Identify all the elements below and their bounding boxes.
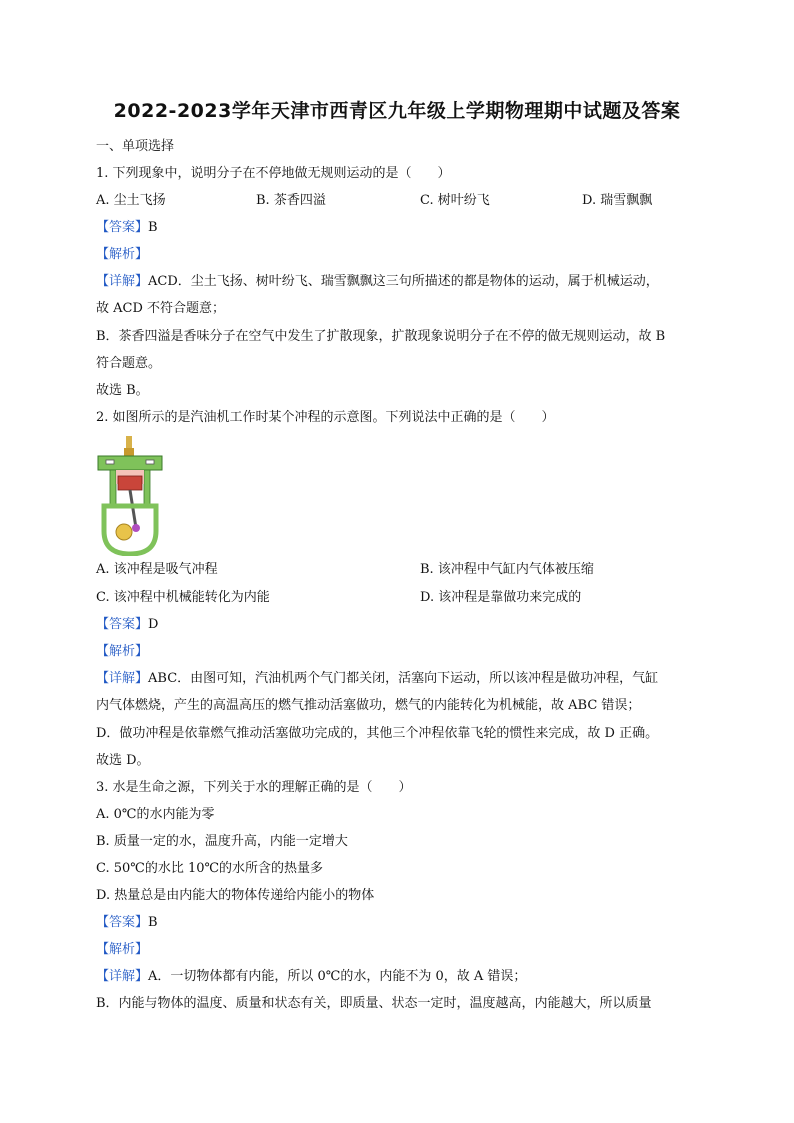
q1-conclusion: 故选 B。 [96,383,149,398]
q1-option-b: B. 茶香四溢 [256,193,326,208]
detail-text: ABC．由图可知，汽油机两个气门都关闭，活塞向下运动，所以该冲程是做功冲程，气缸 [148,671,659,686]
q2-analysis-tag: 【解析】 [96,644,149,659]
answer-value: D [148,617,159,632]
detail-text: A．一切物体都有内能，所以 0℃的水，内能不为 0，故 A 错误； [148,969,527,984]
spark-plug-icon [126,436,132,448]
detail-text: ACD．尘土飞扬、树叶纷飞、瑞雪飘飘这三句所描述的都是物体的运动，属于机械运动， [148,274,659,289]
q3-answer [96,914,158,932]
piston [118,476,142,490]
crank-pin [132,524,140,532]
q1-detail-4: 符合题意。 [96,356,162,371]
connecting-rod [130,490,136,528]
q1-option-d: D. 瑞雪飘飘 [582,193,653,208]
q1-stem: 1. 下列现象中，说明分子在不停地做无规则运动的是（ ） [96,166,451,181]
q2-detail-3: D．做功冲程是依靠燃气推动活塞做功完成的，其他三个冲程依靠飞轮的惯性来完成，故 D 正确。 [96,726,659,741]
q3-option-d: D. 热量总是由内能大的物体传递给内能小的物体 [96,888,375,903]
answer-tag: 【答案】 [96,617,149,632]
q2-option-d: D. 该冲程是靠做功来完成的 [420,590,582,605]
q2-option-c: C. 该冲程中机械能转化为内能 [96,590,270,605]
q3-option-c: C. 50℃的水比 10℃的水所含的热量多 [96,861,324,876]
q2-conclusion: 故选 D。 [96,753,150,768]
detail-tag: 【详解】 [96,274,149,289]
q1-option-a: A. 尘土飞扬 [96,193,166,208]
q1-analysis-tag: 【解析】 [96,247,149,262]
exhaust-valve [146,460,154,464]
q2-option-b: B. 该冲程中气缸内气体被压缩 [420,562,594,577]
q3-option-b: B. 质量一定的水，温度升高，内能一定增大 [96,834,348,849]
q3-analysis-tag: 【解析】 [96,942,149,957]
answer-value: B [148,915,158,930]
q3-detail-1 [96,968,526,986]
flywheel [116,524,132,540]
page-title: 2022-2023学年天津市西青区九年级上学期物理期中试题及答案 [113,100,681,122]
detail-tag: 【详解】 [96,671,149,686]
q2-stem: 2. 如图所示的是汽油机工作时某个冲程的示意图。下列说法中正确的是（ ） [96,410,555,425]
detail-tag: 【详解】 [96,969,149,984]
gasoline-engine-figure [96,436,164,556]
cylinder-wall-left [110,470,116,506]
q3-option-a: A. 0℃的水内能为零 [96,807,215,822]
spark-plug-base [124,448,134,456]
answer-tag: 【答案】 [96,915,149,930]
q2-option-a: A. 该冲程是吸气冲程 [96,562,218,577]
q1-detail-2: 故 ACD 不符合题意； [96,301,226,316]
section-heading: 一、单项选择 [96,139,175,154]
q2-detail-1 [96,670,658,688]
q1-option-c: C. 树叶纷飞 [420,193,490,208]
q3-stem: 3. 水是生命之源，下列关于水的理解正确的是（ ） [96,780,412,795]
q3-detail-2: B．内能与物体的温度、质量和状态有关，即质量、状态一定时，温度越高，内能越大，所以质量 [96,996,652,1011]
q1-detail-1 [96,273,659,291]
answer-tag: 【答案】 [96,220,149,235]
q1-detail-3: B．茶香四溢是香味分子在空气中发生了扩散现象，扩散现象说明分子在不停的做无规则运动，故 B [96,329,666,344]
cylinder-wall-right [144,470,150,506]
q2-detail-2: 内气体燃烧，产生的高温高压的燃气推动活塞做功，燃气的内能转化为机械能，故 ABC 错误； [96,698,641,713]
answer-value: B [148,220,158,235]
intake-valve [106,460,114,464]
q1-answer [96,219,158,237]
q2-answer [96,616,158,634]
